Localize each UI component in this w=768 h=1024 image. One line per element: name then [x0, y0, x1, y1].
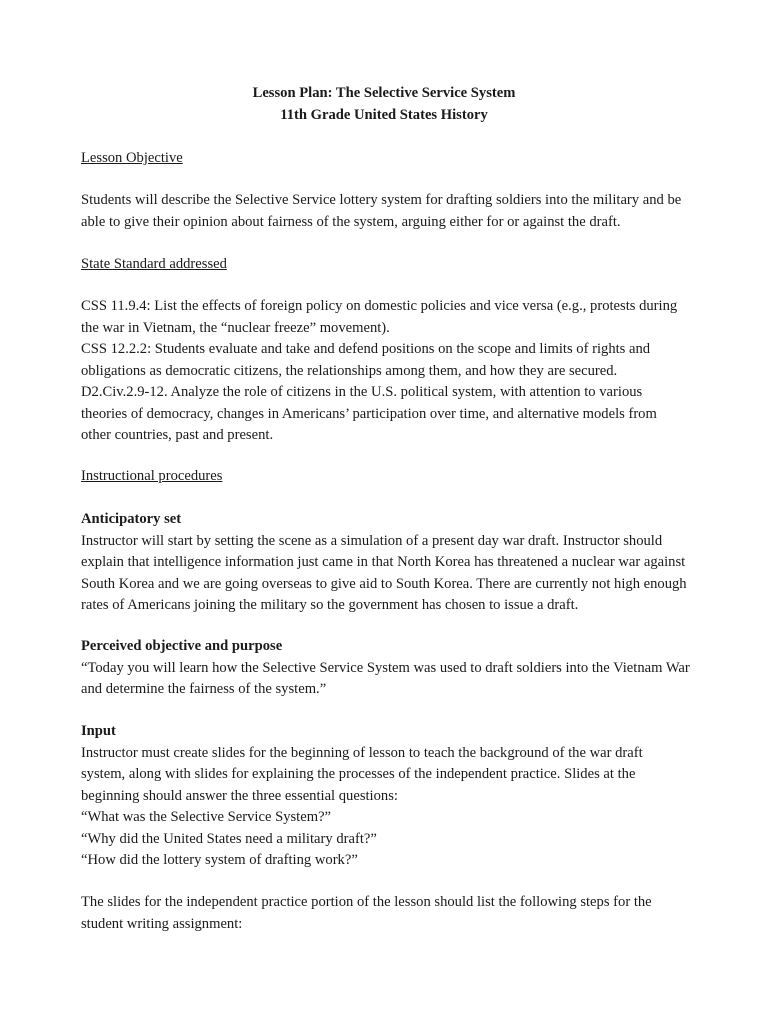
document-subtitle: 11th Grade United States History: [280, 107, 488, 123]
essential-question: “Why did the United States need a military draft?”: [81, 830, 377, 847]
essential-question: “How did the lottery system of drafting work?”: [81, 852, 358, 868]
standard-item: D2.Civ.2.9-12. Analyze the role of citizens in the U.S. political system, with attention to various theories of democracy, changes in Americans’ participation over time, and alternative models from other countries, past and present.: [81, 384, 657, 443]
objective-purpose-text: “Today you will learn how the Selective Service System was used to draft soldiers into the Vietnam War and determine the fairness of the system.”: [81, 659, 690, 697]
procedures-heading: Instructional procedures: [81, 468, 223, 484]
input-text: Instructor must create slides for the beginning of lesson to teach the background of the war draft system, along with slides for explaining the processes of the independent practice. Slides at the beginning should answer the three essential questions:: [81, 744, 643, 804]
input-heading: Input: [81, 723, 116, 739]
essential-question: “What was the Selective Service System?”: [81, 809, 332, 825]
objective-purpose-heading: Perceived objective and purpose: [81, 638, 283, 654]
standard-item: CSS 11.9.4: List the effects of foreign policy on domestic policies and vice versa (e.g., protests during the war in Vietnam, the “nuclear freeze” movement).: [81, 298, 678, 336]
objective-heading: Lesson Objective: [81, 150, 183, 166]
standard-item: CSS 12.2.2: Students evaluate and take and defend positions on the scope and limits of rights and obligations as democratic citizens, the relationships among them, and how they are secured.: [81, 341, 651, 379]
objective-text: Students will describe the Selective Service lottery system for drafting soldiers into the military and be able to give their opinion about fairness of the system, arguing either for or against the draft.: [81, 192, 682, 230]
standards-heading: State Standard addressed: [81, 256, 227, 272]
anticipatory-heading: Anticipatory set: [81, 511, 182, 527]
closing-text: The slides for the independent practice portion of the lesson should list the following steps for the student writing assignment:: [81, 894, 652, 932]
anticipatory-text: Instructor will start by setting the scene as a simulation of a present day war draft. Instructor should explain that intelligence information just came in that North Korea has threatened a nuclear war against South Korea and we are going overseas to give aid to South Korea. There are currently not high enough rates of Americans joining the military so the government has chosen to issue a draft.: [81, 532, 687, 613]
document-title: Lesson Plan: The Selective Service System: [252, 85, 516, 101]
